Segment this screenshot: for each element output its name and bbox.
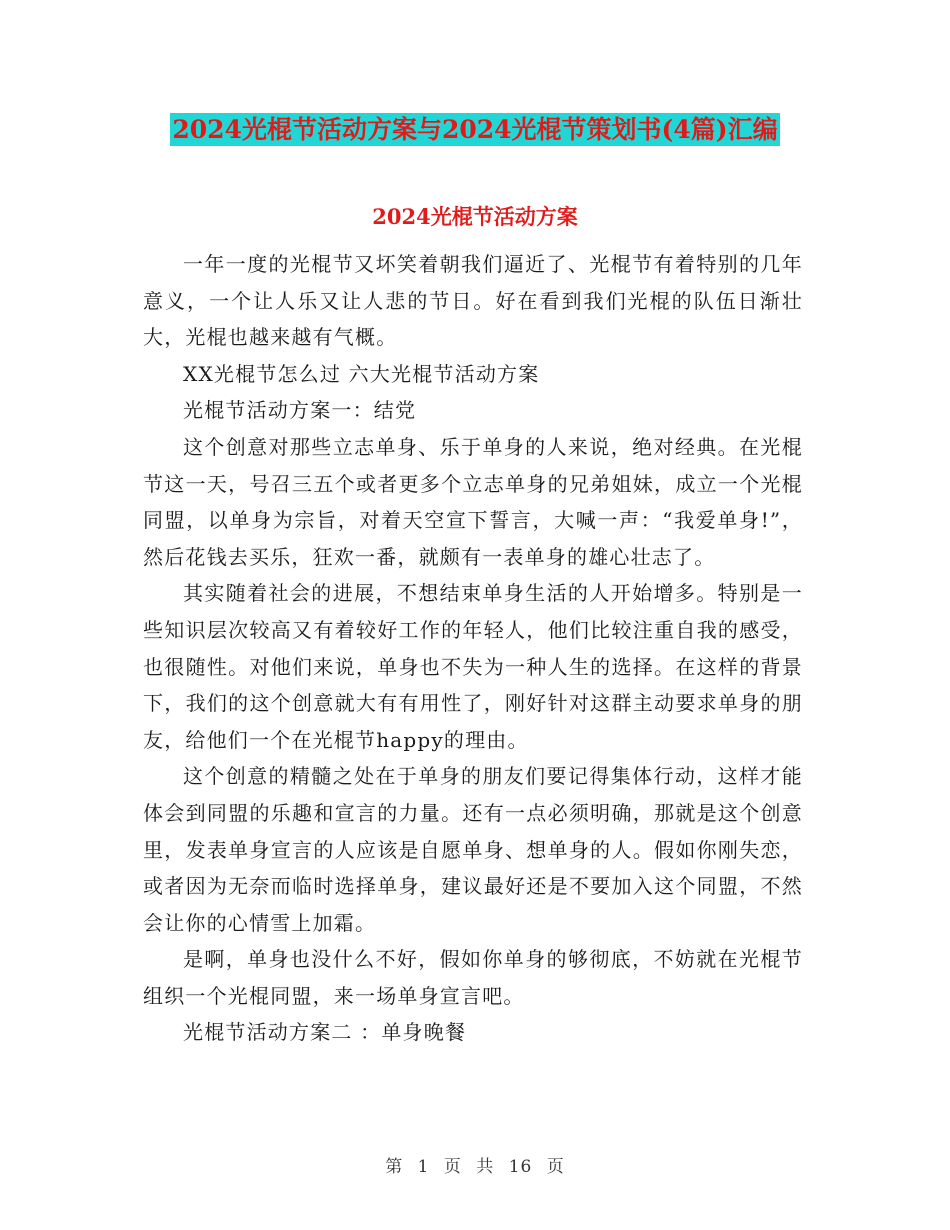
paragraph-plan-one-body: 这个创意对那些立志单身、乐于单身的人来说，绝对经典。在光棍节这一天，号召三五个或者更多个立志单身的兄弟姐妹，成立一个光棍同盟，以单身为宗旨，对着天空宣下誓言，大喊一声：“我爱单身!”，然后花钱去买乐，狂欢一番，就颇有一表单身的雄心壮志了。 — [143, 434, 803, 569]
footer-page-word: 页 — [443, 1157, 462, 1177]
page-number-footer — [0, 1152, 950, 1177]
footer-total-word: 共 — [476, 1157, 495, 1177]
paragraph-society: 其实随着社会的进展，不想结束单身生活的人开始增多。特别是一些知识层次较高又有着较好工作的年轻人，他们比较注重自我的感受，也很随性。对他们来说，单身也不失为一种人生的选择。在这样的背景下，我们的这个创意就大有有用性了，刚好针对这群主动要求单身的朋友，给他们一个在光棍节happy的理由。 — [143, 581, 803, 752]
document-body — [143, 246, 803, 1051]
footer-total-pages: 16 — [508, 1157, 533, 1177]
paragraph-subheading: XX光棍节怎么过 六大光棍节活动方案 — [183, 361, 540, 386]
footer-current-page: 1 — [417, 1157, 430, 1177]
footer-suffix: 页 — [546, 1157, 565, 1177]
paragraph-conclusion: 是啊，单身也没什么不好，假如你单身的够彻底，不妨就在光棍节组织一个光棍同盟，来一场单身宣言吧。 — [143, 947, 803, 1008]
document-title-text: 2024光棍节活动方案与2024光棍节策划书(4篇)汇编 — [172, 115, 778, 144]
paragraph-plan-two-heading: 光棍节活动方案二 ：单身晚餐 — [183, 1020, 467, 1045]
footer-prefix: 第 — [385, 1157, 404, 1177]
document-title — [0, 112, 950, 148]
paragraph-essence: 这个创意的精髓之处在于单身的朋友们要记得集体行动，这样才能体会到同盟的乐趣和宣言的力量。还有一点必须明确，那就是这个创意里，发表单身宣言的人应该是自愿单身、想单身的人。假如你刚失恋，或者因为无奈而临时选择单身，建议最好还是不要加入这个同盟，不然会让你的心情雪上加霜。 — [143, 764, 803, 935]
paragraph-intro: 一年一度的光棍节又坏笑着朝我们逼近了、光棍节有着特别的几年意义，一个让人乐又让人悲的节日。好在看到我们光棍的队伍日渐壮大，光棍也越来越有气概。 — [143, 252, 803, 350]
section-title: 2024光棍节活动方案 — [372, 204, 578, 229]
paragraph-plan-one-heading: 光棍节活动方案一：结党 — [183, 398, 417, 423]
